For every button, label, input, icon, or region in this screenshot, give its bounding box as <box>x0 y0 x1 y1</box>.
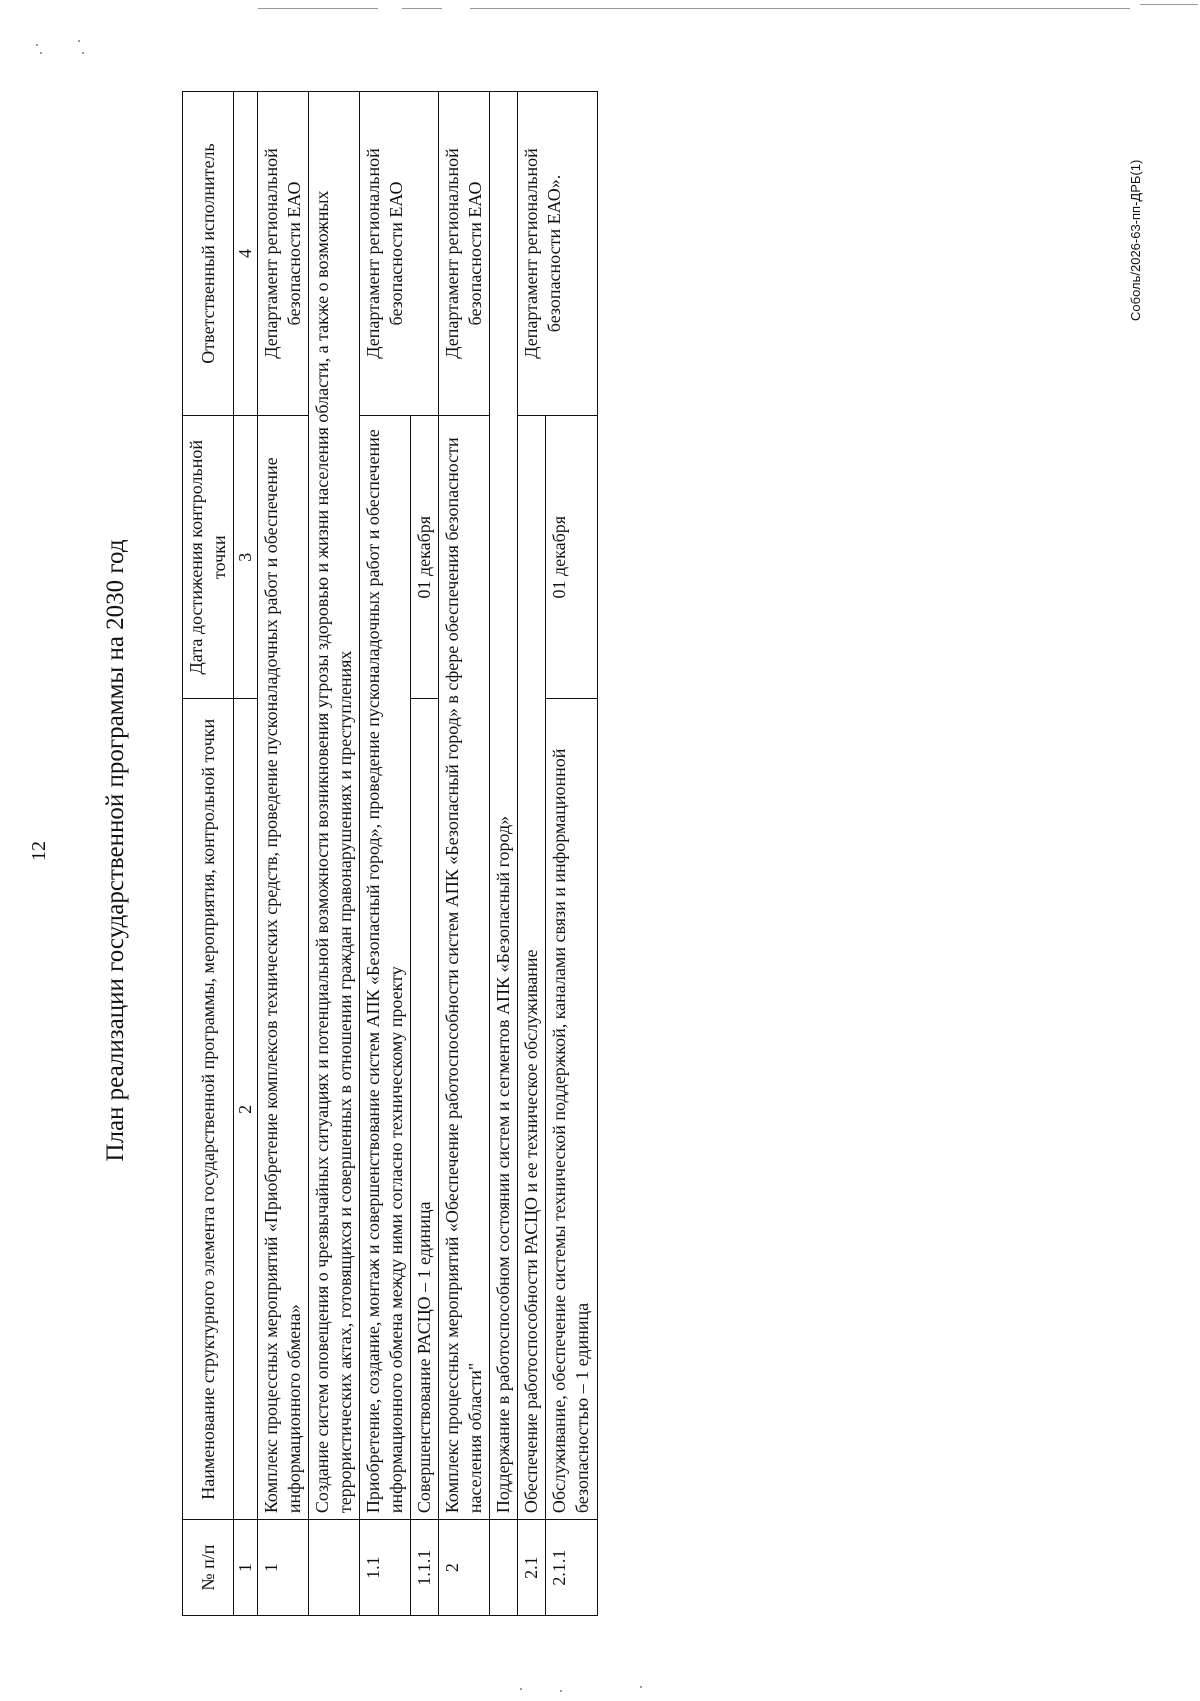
document-code: Соболь/2026-63-пп-ДРБ(1) <box>1128 159 1143 321</box>
table-row <box>439 92 490 1616</box>
row-number: 1 <box>258 1520 309 1616</box>
row-number: 2 <box>439 1520 490 1616</box>
header-number: № п/п <box>183 1520 234 1616</box>
row-date: 01 декабря <box>411 415 439 698</box>
table-row <box>360 92 411 1616</box>
row-name: Совершенствование РАСЦО – 1 единица <box>411 699 439 1520</box>
row-responsible: Департамент региональной безопасности ЕАО». <box>518 92 597 416</box>
column-number: 2 <box>234 699 258 1520</box>
column-number-row <box>234 92 258 1616</box>
task-text: Поддержание в работоспособном состоянии систем и сегментов АПК «Безопасный город» <box>490 92 518 1520</box>
column-number: 1 <box>234 1520 258 1616</box>
row-number-empty <box>309 1520 360 1616</box>
row-name: Комплекс процессных мероприятий «Приобретение комплексов технических средств, проведение пусконаладочных работ и обеспечение информационного обмена» <box>258 415 309 1519</box>
row-number: 2.1.1 <box>546 1520 597 1616</box>
row-number: 1.1.1 <box>411 1520 439 1616</box>
column-number: 4 <box>234 92 258 416</box>
row-name: Обслуживание, обеспечение системы технической поддержкой, каналами связи и информационной безопасностью – 1 единица <box>546 699 597 1520</box>
table-row <box>518 92 546 1616</box>
header-responsible: Ответственный исполнитель <box>183 92 234 416</box>
row-name: Обеспечение работоспособности РАСЦО и ее техническое обслуживание <box>518 415 546 1519</box>
row-responsible: Департамент региональной безопасности ЕАО <box>258 92 309 416</box>
header-date: Дата достижения контрольной точки <box>183 415 234 698</box>
row-name: Приобретение, создание, монтаж и совершенствование систем АПК «Безопасный город», проведение пусконаладочных работ и обеспечение информационного обмена между ними согласно техническому проекту <box>360 415 411 1519</box>
table-header-row <box>183 92 234 1616</box>
header-name: Наименование структурного элемента государственной программы, мероприятия, контрольной точки <box>183 699 234 1520</box>
page-number: 12 <box>28 841 50 861</box>
task-row <box>309 92 360 1616</box>
row-number: 1.1 <box>360 1520 411 1616</box>
implementation-plan-table <box>182 91 598 1616</box>
row-responsible: Департамент региональной безопасности ЕАО <box>360 92 439 416</box>
row-date: 01 декабря <box>546 415 597 698</box>
table-row <box>258 92 309 1616</box>
row-number: 2.1 <box>518 1520 546 1616</box>
task-text: Создание систем оповещения о чрезвычайных ситуациях и потенциальной возможности возникновения угрозы здоровью и жизни населения области, а также о возможных террористических актах, готовящихся и совершенных в отношении граждан правонарушениях и преступлениях <box>309 92 360 1520</box>
row-responsible: Департамент региональной безопасности ЕАО <box>439 92 490 416</box>
row-number-empty <box>490 1520 518 1616</box>
page-title: План реализации государственной программы на 2030 год <box>102 539 129 1162</box>
task-row <box>490 92 518 1616</box>
column-number: 3 <box>234 415 258 698</box>
row-name: Комплекс процессных мероприятий «Обеспечение работоспособности систем АПК «Безопасный город» в сфере обеспечения безопасности населения области" <box>439 415 490 1519</box>
